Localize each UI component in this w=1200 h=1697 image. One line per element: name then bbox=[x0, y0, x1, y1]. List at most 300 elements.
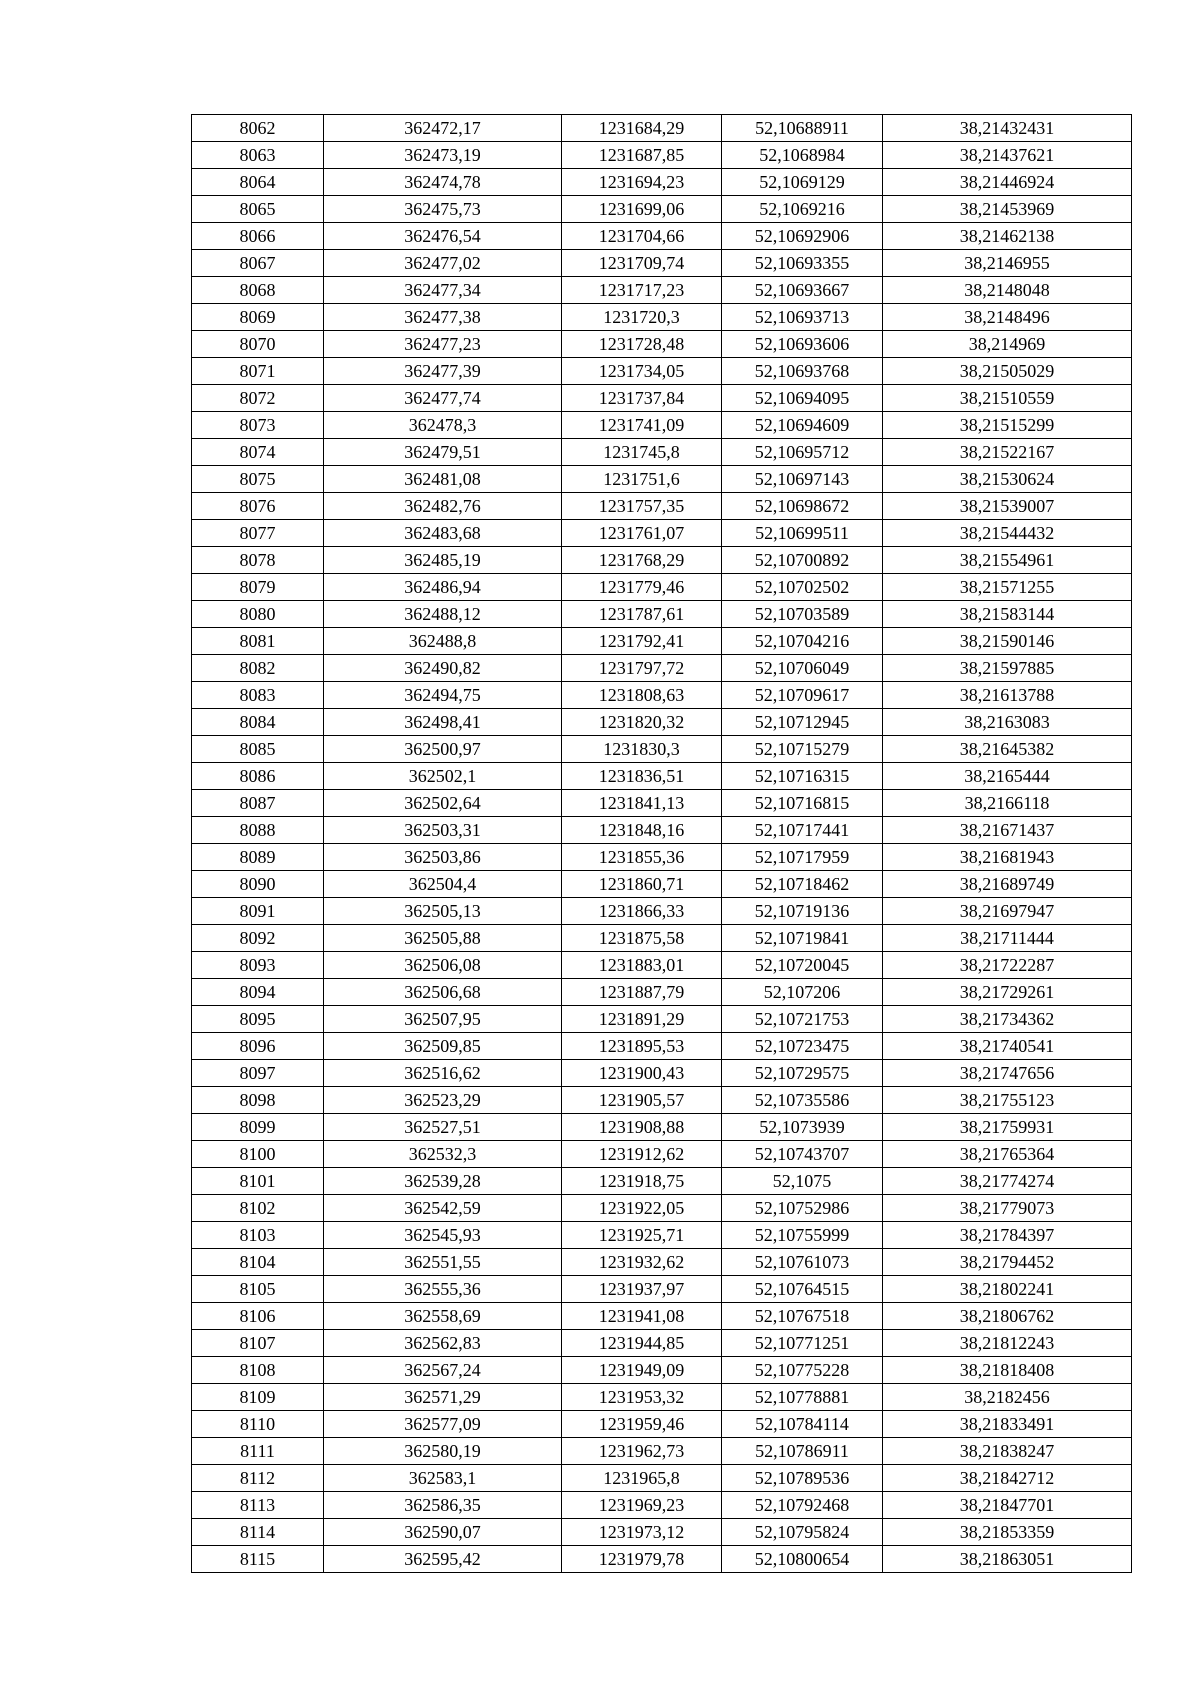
x-coordinate-cell: 362516,62 bbox=[324, 1060, 562, 1087]
table-row bbox=[192, 1006, 1132, 1033]
point-number-cell: 8075 bbox=[192, 466, 324, 493]
latitude-cell: 52,10700892 bbox=[722, 547, 883, 574]
longitude-cell: 38,2148496 bbox=[883, 304, 1132, 331]
table-row bbox=[192, 1357, 1132, 1384]
y-coordinate-cell: 1231717,23 bbox=[562, 277, 722, 304]
longitude-cell: 38,21759931 bbox=[883, 1114, 1132, 1141]
longitude-cell: 38,21681943 bbox=[883, 844, 1132, 871]
y-coordinate-cell: 1231949,09 bbox=[562, 1357, 722, 1384]
longitude-cell: 38,2163083 bbox=[883, 709, 1132, 736]
x-coordinate-cell: 362580,19 bbox=[324, 1438, 562, 1465]
longitude-cell: 38,21510559 bbox=[883, 385, 1132, 412]
point-number-cell: 8070 bbox=[192, 331, 324, 358]
x-coordinate-cell: 362506,68 bbox=[324, 979, 562, 1006]
x-coordinate-cell: 362474,78 bbox=[324, 169, 562, 196]
latitude-cell: 52,10712945 bbox=[722, 709, 883, 736]
y-coordinate-cell: 1231737,84 bbox=[562, 385, 722, 412]
y-coordinate-cell: 1231860,71 bbox=[562, 871, 722, 898]
table-row bbox=[192, 493, 1132, 520]
y-coordinate-cell: 1231973,12 bbox=[562, 1519, 722, 1546]
latitude-cell: 52,10775228 bbox=[722, 1357, 883, 1384]
y-coordinate-cell: 1231887,79 bbox=[562, 979, 722, 1006]
longitude-cell: 38,21847701 bbox=[883, 1492, 1132, 1519]
longitude-cell: 38,21671437 bbox=[883, 817, 1132, 844]
longitude-cell: 38,21794452 bbox=[883, 1249, 1132, 1276]
latitude-cell: 52,10761073 bbox=[722, 1249, 883, 1276]
x-coordinate-cell: 362539,28 bbox=[324, 1168, 562, 1195]
point-number-cell: 8062 bbox=[192, 115, 324, 142]
x-coordinate-cell: 362485,19 bbox=[324, 547, 562, 574]
longitude-cell: 38,21515299 bbox=[883, 412, 1132, 439]
y-coordinate-cell: 1231820,32 bbox=[562, 709, 722, 736]
latitude-cell: 52,10795824 bbox=[722, 1519, 883, 1546]
table-row bbox=[192, 601, 1132, 628]
latitude-cell: 52,10735586 bbox=[722, 1087, 883, 1114]
x-coordinate-cell: 362505,88 bbox=[324, 925, 562, 952]
point-number-cell: 8087 bbox=[192, 790, 324, 817]
x-coordinate-cell: 362477,38 bbox=[324, 304, 562, 331]
longitude-cell: 38,21806762 bbox=[883, 1303, 1132, 1330]
table-row bbox=[192, 169, 1132, 196]
latitude-cell: 52,10715279 bbox=[722, 736, 883, 763]
point-number-cell: 8092 bbox=[192, 925, 324, 952]
x-coordinate-cell: 362477,39 bbox=[324, 358, 562, 385]
y-coordinate-cell: 1231883,01 bbox=[562, 952, 722, 979]
y-coordinate-cell: 1231720,3 bbox=[562, 304, 722, 331]
x-coordinate-cell: 362504,4 bbox=[324, 871, 562, 898]
x-coordinate-cell: 362478,3 bbox=[324, 412, 562, 439]
point-number-cell: 8086 bbox=[192, 763, 324, 790]
latitude-cell: 52,10718462 bbox=[722, 871, 883, 898]
point-number-cell: 8068 bbox=[192, 277, 324, 304]
latitude-cell: 52,10743707 bbox=[722, 1141, 883, 1168]
table-row bbox=[192, 1330, 1132, 1357]
x-coordinate-cell: 362490,82 bbox=[324, 655, 562, 682]
point-number-cell: 8111 bbox=[192, 1438, 324, 1465]
longitude-cell: 38,2166118 bbox=[883, 790, 1132, 817]
latitude-cell: 52,10719841 bbox=[722, 925, 883, 952]
longitude-cell: 38,21765364 bbox=[883, 1141, 1132, 1168]
longitude-cell: 38,21645382 bbox=[883, 736, 1132, 763]
latitude-cell: 52,10784114 bbox=[722, 1411, 883, 1438]
latitude-cell: 52,10789536 bbox=[722, 1465, 883, 1492]
table-row bbox=[192, 466, 1132, 493]
latitude-cell: 52,10702502 bbox=[722, 574, 883, 601]
x-coordinate-cell: 362558,69 bbox=[324, 1303, 562, 1330]
coordinates-table bbox=[191, 114, 1132, 1573]
point-number-cell: 8100 bbox=[192, 1141, 324, 1168]
latitude-cell: 52,10720045 bbox=[722, 952, 883, 979]
y-coordinate-cell: 1231962,73 bbox=[562, 1438, 722, 1465]
table-row bbox=[192, 1087, 1132, 1114]
x-coordinate-cell: 362509,85 bbox=[324, 1033, 562, 1060]
point-number-cell: 8083 bbox=[192, 682, 324, 709]
latitude-cell: 52,10716815 bbox=[722, 790, 883, 817]
latitude-cell: 52,10694609 bbox=[722, 412, 883, 439]
x-coordinate-cell: 362473,19 bbox=[324, 142, 562, 169]
longitude-cell: 38,21740541 bbox=[883, 1033, 1132, 1060]
latitude-cell: 52,10695712 bbox=[722, 439, 883, 466]
point-number-cell: 8088 bbox=[192, 817, 324, 844]
longitude-cell: 38,21462138 bbox=[883, 223, 1132, 250]
table-row bbox=[192, 1141, 1132, 1168]
latitude-cell: 52,1073939 bbox=[722, 1114, 883, 1141]
table-row bbox=[192, 1411, 1132, 1438]
longitude-cell: 38,21838247 bbox=[883, 1438, 1132, 1465]
x-coordinate-cell: 362507,95 bbox=[324, 1006, 562, 1033]
x-coordinate-cell: 362503,86 bbox=[324, 844, 562, 871]
point-number-cell: 8082 bbox=[192, 655, 324, 682]
point-number-cell: 8101 bbox=[192, 1168, 324, 1195]
y-coordinate-cell: 1231922,05 bbox=[562, 1195, 722, 1222]
table-row bbox=[192, 547, 1132, 574]
latitude-cell: 52,10699511 bbox=[722, 520, 883, 547]
longitude-cell: 38,2182456 bbox=[883, 1384, 1132, 1411]
latitude-cell: 52,10698672 bbox=[722, 493, 883, 520]
latitude-cell: 52,10694095 bbox=[722, 385, 883, 412]
longitude-cell: 38,21446924 bbox=[883, 169, 1132, 196]
table-row bbox=[192, 1492, 1132, 1519]
y-coordinate-cell: 1231684,29 bbox=[562, 115, 722, 142]
latitude-cell: 52,10771251 bbox=[722, 1330, 883, 1357]
point-number-cell: 8072 bbox=[192, 385, 324, 412]
latitude-cell: 52,10721753 bbox=[722, 1006, 883, 1033]
latitude-cell: 52,10792468 bbox=[722, 1492, 883, 1519]
table-row bbox=[192, 709, 1132, 736]
x-coordinate-cell: 362477,34 bbox=[324, 277, 562, 304]
longitude-cell: 38,21734362 bbox=[883, 1006, 1132, 1033]
longitude-cell: 38,21453969 bbox=[883, 196, 1132, 223]
latitude-cell: 52,1069216 bbox=[722, 196, 883, 223]
point-number-cell: 8108 bbox=[192, 1357, 324, 1384]
y-coordinate-cell: 1231787,61 bbox=[562, 601, 722, 628]
x-coordinate-cell: 362583,1 bbox=[324, 1465, 562, 1492]
x-coordinate-cell: 362502,1 bbox=[324, 763, 562, 790]
point-number-cell: 8080 bbox=[192, 601, 324, 628]
latitude-cell: 52,10719136 bbox=[722, 898, 883, 925]
point-number-cell: 8074 bbox=[192, 439, 324, 466]
point-number-cell: 8105 bbox=[192, 1276, 324, 1303]
point-number-cell: 8114 bbox=[192, 1519, 324, 1546]
y-coordinate-cell: 1231757,35 bbox=[562, 493, 722, 520]
y-coordinate-cell: 1231925,71 bbox=[562, 1222, 722, 1249]
y-coordinate-cell: 1231792,41 bbox=[562, 628, 722, 655]
table-row bbox=[192, 412, 1132, 439]
latitude-cell: 52,10709617 bbox=[722, 682, 883, 709]
longitude-cell: 38,21711444 bbox=[883, 925, 1132, 952]
longitude-cell: 38,21522167 bbox=[883, 439, 1132, 466]
longitude-cell: 38,21571255 bbox=[883, 574, 1132, 601]
longitude-cell: 38,21722287 bbox=[883, 952, 1132, 979]
point-number-cell: 8067 bbox=[192, 250, 324, 277]
y-coordinate-cell: 1231694,23 bbox=[562, 169, 722, 196]
coordinates-table-body bbox=[192, 115, 1132, 1573]
longitude-cell: 38,21437621 bbox=[883, 142, 1132, 169]
latitude-cell: 52,10703589 bbox=[722, 601, 883, 628]
x-coordinate-cell: 362476,54 bbox=[324, 223, 562, 250]
point-number-cell: 8078 bbox=[192, 547, 324, 574]
longitude-cell: 38,21597885 bbox=[883, 655, 1132, 682]
table-row bbox=[192, 520, 1132, 547]
y-coordinate-cell: 1231761,07 bbox=[562, 520, 722, 547]
longitude-cell: 38,21774274 bbox=[883, 1168, 1132, 1195]
table-row bbox=[192, 763, 1132, 790]
x-coordinate-cell: 362479,51 bbox=[324, 439, 562, 466]
latitude-cell: 52,10767518 bbox=[722, 1303, 883, 1330]
table-row bbox=[192, 1249, 1132, 1276]
point-number-cell: 8113 bbox=[192, 1492, 324, 1519]
y-coordinate-cell: 1231895,53 bbox=[562, 1033, 722, 1060]
x-coordinate-cell: 362486,94 bbox=[324, 574, 562, 601]
point-number-cell: 8064 bbox=[192, 169, 324, 196]
y-coordinate-cell: 1231918,75 bbox=[562, 1168, 722, 1195]
table-row bbox=[192, 952, 1132, 979]
y-coordinate-cell: 1231768,29 bbox=[562, 547, 722, 574]
table-row bbox=[192, 439, 1132, 466]
longitude-cell: 38,21689749 bbox=[883, 871, 1132, 898]
y-coordinate-cell: 1231900,43 bbox=[562, 1060, 722, 1087]
y-coordinate-cell: 1231969,23 bbox=[562, 1492, 722, 1519]
y-coordinate-cell: 1231891,29 bbox=[562, 1006, 722, 1033]
table-row bbox=[192, 817, 1132, 844]
point-number-cell: 8103 bbox=[192, 1222, 324, 1249]
longitude-cell: 38,21784397 bbox=[883, 1222, 1132, 1249]
x-coordinate-cell: 362477,74 bbox=[324, 385, 562, 412]
latitude-cell: 52,10693606 bbox=[722, 331, 883, 358]
y-coordinate-cell: 1231699,06 bbox=[562, 196, 722, 223]
point-number-cell: 8066 bbox=[192, 223, 324, 250]
y-coordinate-cell: 1231745,8 bbox=[562, 439, 722, 466]
table-row bbox=[192, 331, 1132, 358]
point-number-cell: 8089 bbox=[192, 844, 324, 871]
table-row bbox=[192, 1303, 1132, 1330]
y-coordinate-cell: 1231905,57 bbox=[562, 1087, 722, 1114]
point-number-cell: 8098 bbox=[192, 1087, 324, 1114]
y-coordinate-cell: 1231728,48 bbox=[562, 331, 722, 358]
y-coordinate-cell: 1231848,16 bbox=[562, 817, 722, 844]
table-row bbox=[192, 1114, 1132, 1141]
x-coordinate-cell: 362532,3 bbox=[324, 1141, 562, 1168]
latitude-cell: 52,10786911 bbox=[722, 1438, 883, 1465]
point-number-cell: 8081 bbox=[192, 628, 324, 655]
point-number-cell: 8073 bbox=[192, 412, 324, 439]
latitude-cell: 52,107206 bbox=[722, 979, 883, 1006]
point-number-cell: 8084 bbox=[192, 709, 324, 736]
latitude-cell: 52,10800654 bbox=[722, 1546, 883, 1573]
table-row bbox=[192, 925, 1132, 952]
x-coordinate-cell: 362483,68 bbox=[324, 520, 562, 547]
x-coordinate-cell: 362506,08 bbox=[324, 952, 562, 979]
y-coordinate-cell: 1231944,85 bbox=[562, 1330, 722, 1357]
table-row bbox=[192, 304, 1132, 331]
table-row bbox=[192, 1519, 1132, 1546]
y-coordinate-cell: 1231959,46 bbox=[562, 1411, 722, 1438]
table-row bbox=[192, 1384, 1132, 1411]
longitude-cell: 38,214969 bbox=[883, 331, 1132, 358]
latitude-cell: 52,1068984 bbox=[722, 142, 883, 169]
latitude-cell: 52,10755999 bbox=[722, 1222, 883, 1249]
point-number-cell: 8065 bbox=[192, 196, 324, 223]
y-coordinate-cell: 1231932,62 bbox=[562, 1249, 722, 1276]
x-coordinate-cell: 362542,59 bbox=[324, 1195, 562, 1222]
point-number-cell: 8112 bbox=[192, 1465, 324, 1492]
point-number-cell: 8106 bbox=[192, 1303, 324, 1330]
x-coordinate-cell: 362477,02 bbox=[324, 250, 562, 277]
latitude-cell: 52,10704216 bbox=[722, 628, 883, 655]
latitude-cell: 52,10729575 bbox=[722, 1060, 883, 1087]
longitude-cell: 38,21613788 bbox=[883, 682, 1132, 709]
y-coordinate-cell: 1231953,32 bbox=[562, 1384, 722, 1411]
table-row bbox=[192, 844, 1132, 871]
point-number-cell: 8090 bbox=[192, 871, 324, 898]
table-row bbox=[192, 223, 1132, 250]
x-coordinate-cell: 362472,17 bbox=[324, 115, 562, 142]
y-coordinate-cell: 1231836,51 bbox=[562, 763, 722, 790]
longitude-cell: 38,21590146 bbox=[883, 628, 1132, 655]
y-coordinate-cell: 1231687,85 bbox=[562, 142, 722, 169]
longitude-cell: 38,21842712 bbox=[883, 1465, 1132, 1492]
x-coordinate-cell: 362500,97 bbox=[324, 736, 562, 763]
table-row bbox=[192, 1033, 1132, 1060]
longitude-cell: 38,21539007 bbox=[883, 493, 1132, 520]
latitude-cell: 52,10693768 bbox=[722, 358, 883, 385]
table-row bbox=[192, 655, 1132, 682]
x-coordinate-cell: 362527,51 bbox=[324, 1114, 562, 1141]
y-coordinate-cell: 1231979,78 bbox=[562, 1546, 722, 1573]
latitude-cell: 52,10752986 bbox=[722, 1195, 883, 1222]
table-row bbox=[192, 1465, 1132, 1492]
latitude-cell: 52,10688911 bbox=[722, 115, 883, 142]
y-coordinate-cell: 1231937,97 bbox=[562, 1276, 722, 1303]
point-number-cell: 8071 bbox=[192, 358, 324, 385]
longitude-cell: 38,21802241 bbox=[883, 1276, 1132, 1303]
point-number-cell: 8063 bbox=[192, 142, 324, 169]
table-row bbox=[192, 682, 1132, 709]
table-row bbox=[192, 898, 1132, 925]
longitude-cell: 38,21432431 bbox=[883, 115, 1132, 142]
y-coordinate-cell: 1231808,63 bbox=[562, 682, 722, 709]
point-number-cell: 8099 bbox=[192, 1114, 324, 1141]
table-row bbox=[192, 736, 1132, 763]
point-number-cell: 8110 bbox=[192, 1411, 324, 1438]
longitude-cell: 38,2146955 bbox=[883, 250, 1132, 277]
longitude-cell: 38,21505029 bbox=[883, 358, 1132, 385]
x-coordinate-cell: 362562,83 bbox=[324, 1330, 562, 1357]
x-coordinate-cell: 362590,07 bbox=[324, 1519, 562, 1546]
x-coordinate-cell: 362555,36 bbox=[324, 1276, 562, 1303]
x-coordinate-cell: 362477,23 bbox=[324, 331, 562, 358]
longitude-cell: 38,21755123 bbox=[883, 1087, 1132, 1114]
point-number-cell: 8109 bbox=[192, 1384, 324, 1411]
longitude-cell: 38,21544432 bbox=[883, 520, 1132, 547]
latitude-cell: 52,10693713 bbox=[722, 304, 883, 331]
x-coordinate-cell: 362577,09 bbox=[324, 1411, 562, 1438]
table-row bbox=[192, 142, 1132, 169]
point-number-cell: 8107 bbox=[192, 1330, 324, 1357]
y-coordinate-cell: 1231709,74 bbox=[562, 250, 722, 277]
point-number-cell: 8079 bbox=[192, 574, 324, 601]
y-coordinate-cell: 1231751,6 bbox=[562, 466, 722, 493]
table-row bbox=[192, 1438, 1132, 1465]
x-coordinate-cell: 362571,29 bbox=[324, 1384, 562, 1411]
latitude-cell: 52,10716315 bbox=[722, 763, 883, 790]
table-row bbox=[192, 1222, 1132, 1249]
table-row bbox=[192, 250, 1132, 277]
longitude-cell: 38,21863051 bbox=[883, 1546, 1132, 1573]
y-coordinate-cell: 1231704,66 bbox=[562, 223, 722, 250]
table-row bbox=[192, 628, 1132, 655]
y-coordinate-cell: 1231941,08 bbox=[562, 1303, 722, 1330]
longitude-cell: 38,21530624 bbox=[883, 466, 1132, 493]
longitude-cell: 38,21583144 bbox=[883, 601, 1132, 628]
table-row bbox=[192, 871, 1132, 898]
longitude-cell: 38,21812243 bbox=[883, 1330, 1132, 1357]
y-coordinate-cell: 1231965,8 bbox=[562, 1465, 722, 1492]
table-row bbox=[192, 1168, 1132, 1195]
point-number-cell: 8076 bbox=[192, 493, 324, 520]
latitude-cell: 52,10778881 bbox=[722, 1384, 883, 1411]
table-row bbox=[192, 1276, 1132, 1303]
x-coordinate-cell: 362498,41 bbox=[324, 709, 562, 736]
table-row bbox=[192, 196, 1132, 223]
y-coordinate-cell: 1231908,88 bbox=[562, 1114, 722, 1141]
x-coordinate-cell: 362482,76 bbox=[324, 493, 562, 520]
latitude-cell: 52,10693667 bbox=[722, 277, 883, 304]
x-coordinate-cell: 362523,29 bbox=[324, 1087, 562, 1114]
y-coordinate-cell: 1231866,33 bbox=[562, 898, 722, 925]
latitude-cell: 52,10723475 bbox=[722, 1033, 883, 1060]
point-number-cell: 8091 bbox=[192, 898, 324, 925]
longitude-cell: 38,2148048 bbox=[883, 277, 1132, 304]
point-number-cell: 8093 bbox=[192, 952, 324, 979]
point-number-cell: 8102 bbox=[192, 1195, 324, 1222]
latitude-cell: 52,10693355 bbox=[722, 250, 883, 277]
x-coordinate-cell: 362494,75 bbox=[324, 682, 562, 709]
y-coordinate-cell: 1231797,72 bbox=[562, 655, 722, 682]
point-number-cell: 8085 bbox=[192, 736, 324, 763]
point-number-cell: 8077 bbox=[192, 520, 324, 547]
table-row bbox=[192, 277, 1132, 304]
longitude-cell: 38,21747656 bbox=[883, 1060, 1132, 1087]
y-coordinate-cell: 1231830,3 bbox=[562, 736, 722, 763]
point-number-cell: 8115 bbox=[192, 1546, 324, 1573]
point-number-cell: 8097 bbox=[192, 1060, 324, 1087]
x-coordinate-cell: 362502,64 bbox=[324, 790, 562, 817]
latitude-cell: 52,10697143 bbox=[722, 466, 883, 493]
latitude-cell: 52,1075 bbox=[722, 1168, 883, 1195]
x-coordinate-cell: 362488,12 bbox=[324, 601, 562, 628]
point-number-cell: 8095 bbox=[192, 1006, 324, 1033]
table-row bbox=[192, 1195, 1132, 1222]
latitude-cell: 52,10764515 bbox=[722, 1276, 883, 1303]
longitude-cell: 38,21818408 bbox=[883, 1357, 1132, 1384]
y-coordinate-cell: 1231779,46 bbox=[562, 574, 722, 601]
latitude-cell: 52,10692906 bbox=[722, 223, 883, 250]
point-number-cell: 8104 bbox=[192, 1249, 324, 1276]
y-coordinate-cell: 1231855,36 bbox=[562, 844, 722, 871]
point-number-cell: 8094 bbox=[192, 979, 324, 1006]
table-row bbox=[192, 358, 1132, 385]
table-row bbox=[192, 1060, 1132, 1087]
longitude-cell: 38,21833491 bbox=[883, 1411, 1132, 1438]
point-number-cell: 8096 bbox=[192, 1033, 324, 1060]
x-coordinate-cell: 362503,31 bbox=[324, 817, 562, 844]
longitude-cell: 38,21779073 bbox=[883, 1195, 1132, 1222]
x-coordinate-cell: 362481,08 bbox=[324, 466, 562, 493]
longitude-cell: 38,21729261 bbox=[883, 979, 1132, 1006]
x-coordinate-cell: 362488,8 bbox=[324, 628, 562, 655]
y-coordinate-cell: 1231912,62 bbox=[562, 1141, 722, 1168]
